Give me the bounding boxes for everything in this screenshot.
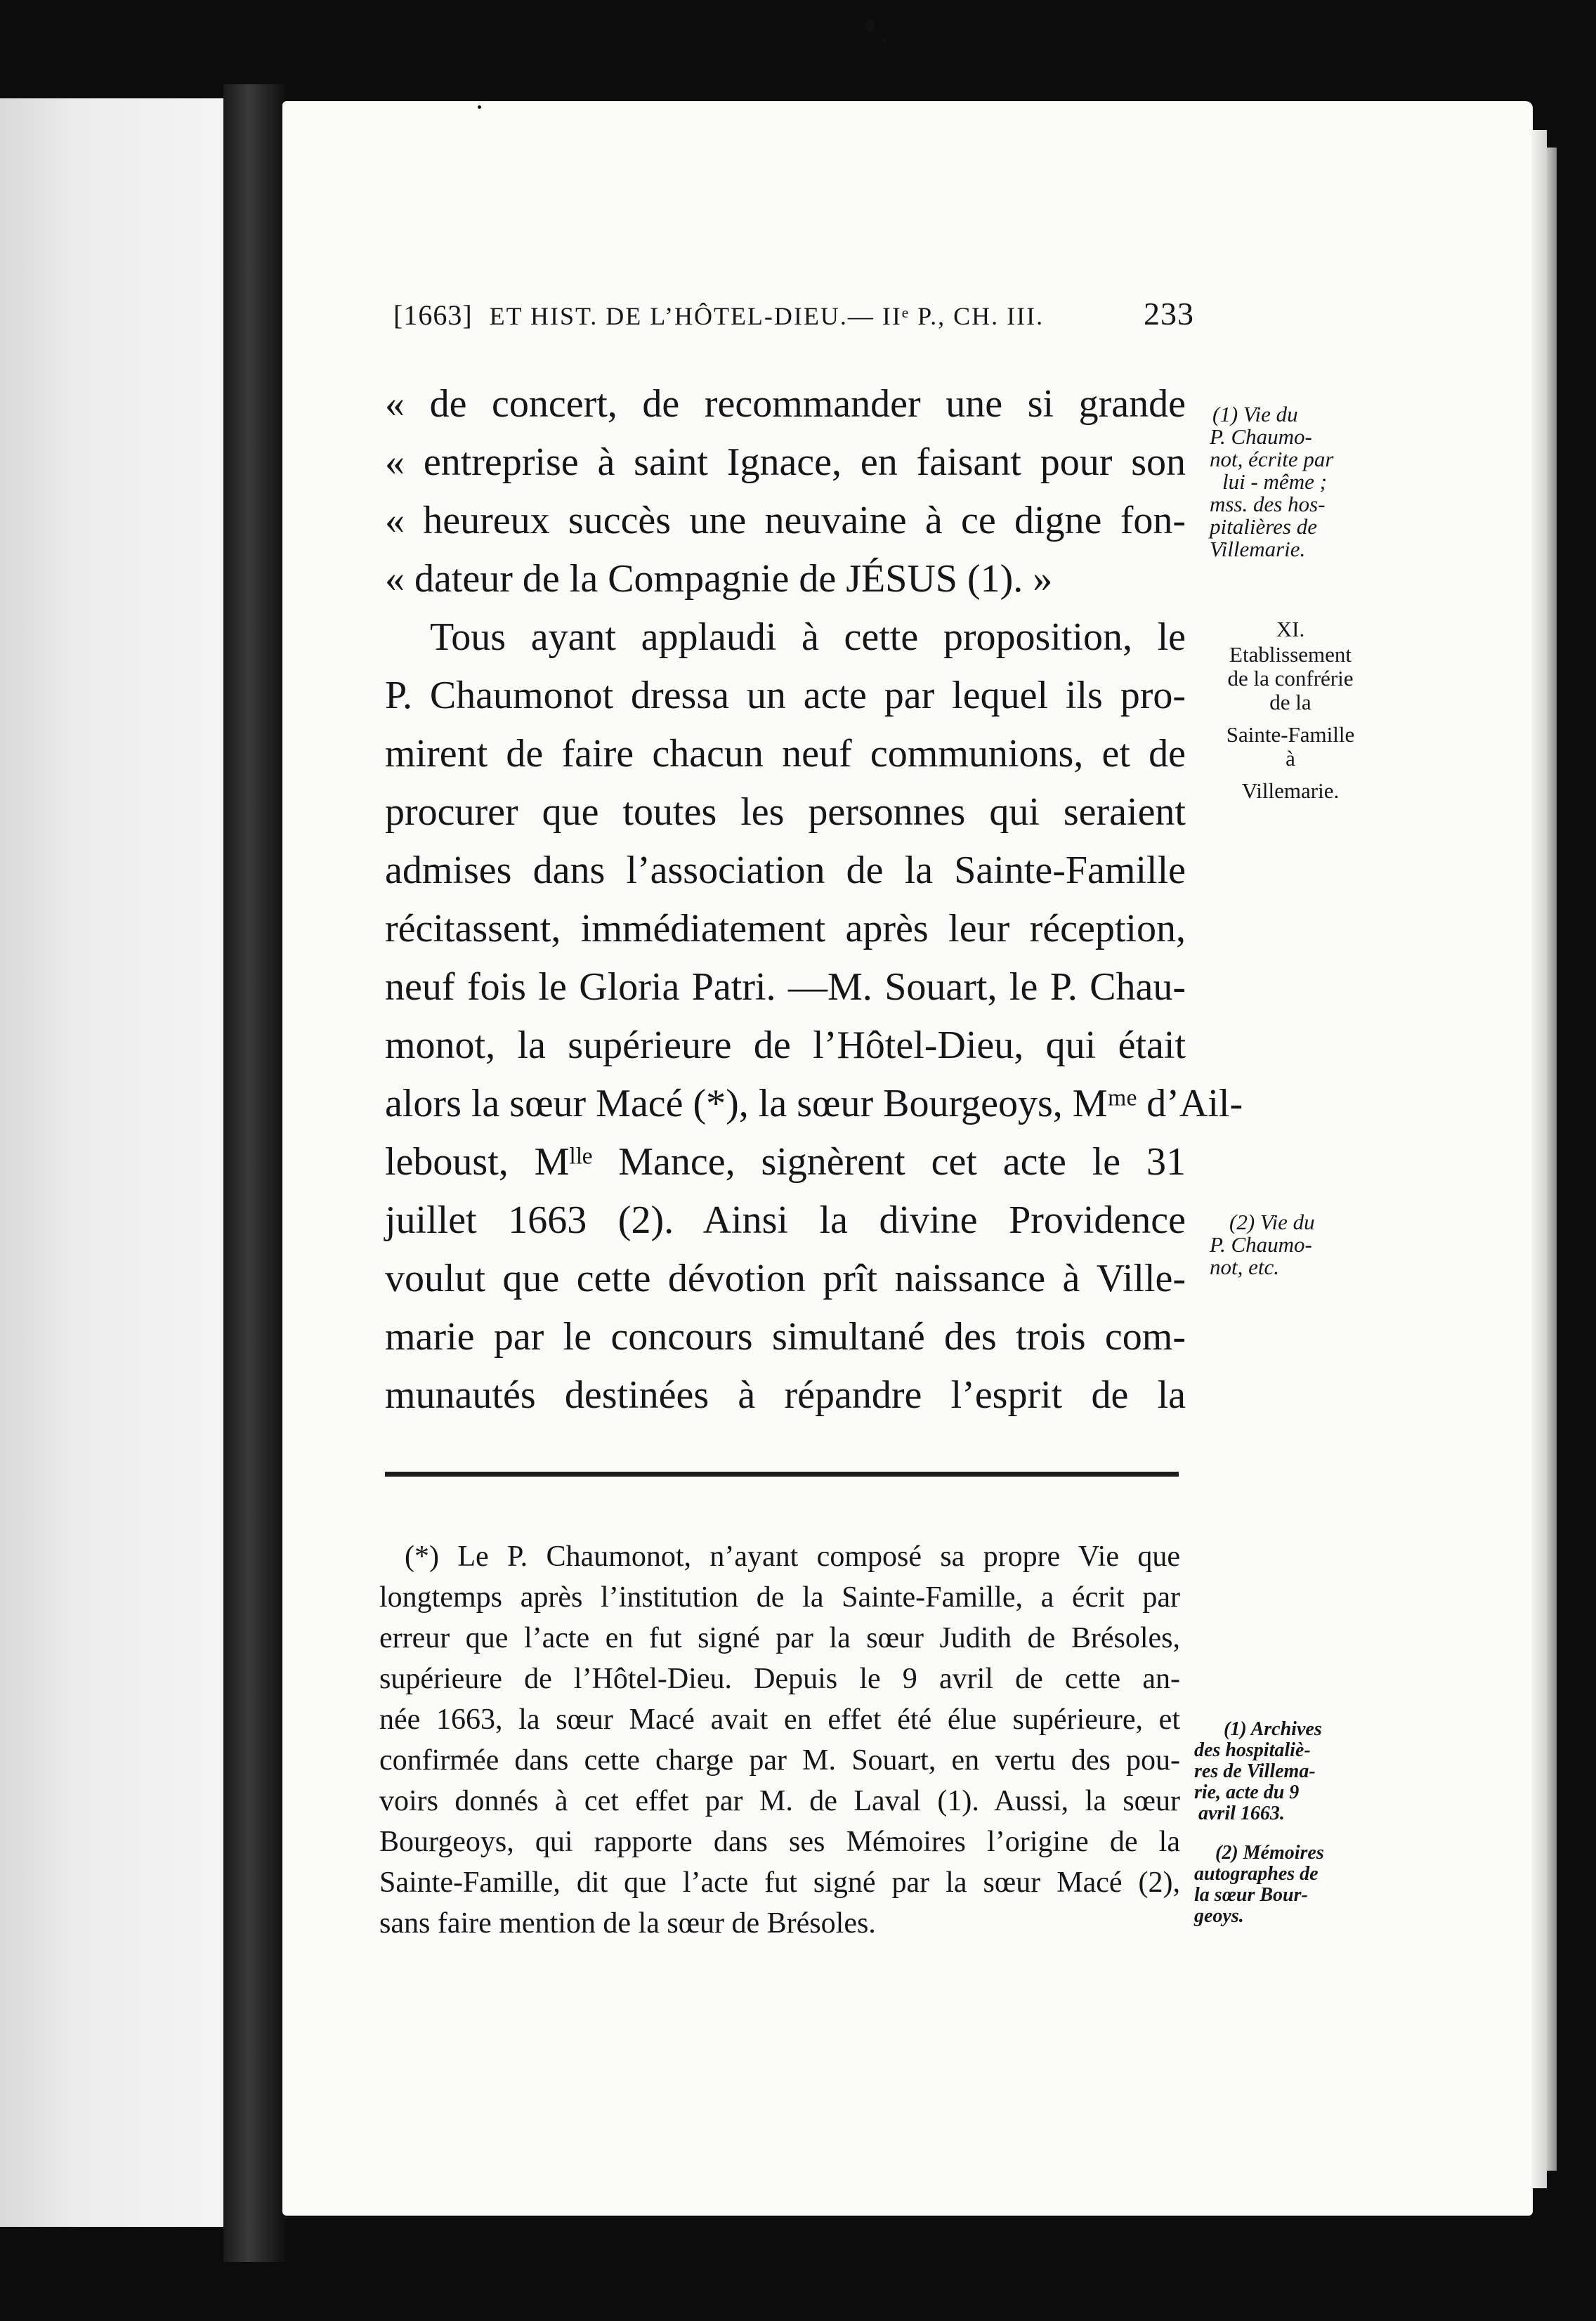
margin-note-line: pitalières de xyxy=(1210,514,1317,539)
body-line: monot, la supérieure de l’Hôtel-Dieu, qui était xyxy=(385,1024,1186,1067)
body-line: Tous ayant applaudi à cette proposition, le xyxy=(430,615,1186,659)
sidenote-line: autographes de xyxy=(1194,1863,1319,1885)
body-line: « heureux succès une neuvaine à ce digne fon- xyxy=(385,499,1186,542)
body-line: leboust, Mˡˡᵉ Mance, signèrent cet acte le 31 xyxy=(385,1140,1186,1184)
body-line: munautés destinées à répandre l’esprit de la xyxy=(385,1373,1186,1417)
margin-note-line: (2) Vie du xyxy=(1229,1210,1315,1234)
margin-note-line: not, écrite par xyxy=(1210,447,1334,471)
header-year: [1663] xyxy=(393,299,473,331)
margin-note-line: (1) Vie du xyxy=(1212,402,1298,426)
section-heading-line: de la xyxy=(1269,690,1312,714)
section-heading-line: Villemarie. xyxy=(1241,778,1340,803)
body-line: « dateur de la Compagnie de JÉSUS (1). » xyxy=(385,557,1053,601)
footnote-line: confirmée dans cette charge par M. Souart, en vertu des pou- xyxy=(379,1744,1180,1777)
footnote-line: (*) Le P. Chaumonot, n’ayant composé sa propre Vie que xyxy=(405,1541,1180,1573)
section-heading-line: Sainte-Famille xyxy=(1226,722,1355,747)
margin-note-line: Villemarie. xyxy=(1210,537,1306,561)
body-line: procurer que toutes les personnes qui seraient xyxy=(385,790,1186,834)
sidenote-line: rie, acte du 9 xyxy=(1194,1781,1300,1803)
running-header xyxy=(393,295,1194,337)
scan-speck xyxy=(882,38,887,42)
sidenote-line: (2) Mémoires xyxy=(1215,1842,1324,1864)
margin-note-line: P. Chaumo- xyxy=(1210,1232,1312,1257)
sidenote-line: geoys. xyxy=(1194,1905,1244,1927)
sidenote-line: avril 1663. xyxy=(1198,1803,1285,1824)
margin-note-line: lui - même ; xyxy=(1222,469,1327,494)
page-edge xyxy=(1531,130,1547,2188)
scan-speck xyxy=(478,105,481,109)
footnote-line: longtemps après l’institution de la Sainte-Famille, a écrit par xyxy=(379,1581,1180,1614)
section-heading-line: de la confrérie xyxy=(1227,666,1354,691)
footnote-line: supérieure de l’Hôtel-Dieu. Depuis le 9 avril de cette an- xyxy=(379,1663,1180,1695)
margin-note-line: not, etc. xyxy=(1210,1255,1279,1279)
body-line: « de concert, de recommander une si grande xyxy=(385,382,1186,426)
header-title: ET HIST. DE L’HÔTEL-DIEU.— IIᵉ P., CH. III. xyxy=(489,302,1045,330)
footnote-line: sans faire mention de la sœur de Brésoles. xyxy=(379,1907,876,1940)
facing-page-edge xyxy=(0,98,225,2227)
section-heading-line: à xyxy=(1286,746,1295,771)
scan-speck xyxy=(865,20,875,32)
footnote-line: erreur que l’acte en fut signé par la sœur Judith de Brésoles, xyxy=(379,1622,1180,1654)
body-line: marie par le concours simultané des trois com- xyxy=(385,1315,1186,1359)
body-line: P. Chaumonot dressa un acte par lequel ils pro- xyxy=(385,674,1186,717)
margin-note-line: P. Chaumo- xyxy=(1210,424,1312,449)
footnote-line: née 1663, la sœur Macé avait en effet été élue supérieure, et xyxy=(379,1704,1180,1736)
sidenote-line: (1) Archives xyxy=(1224,1718,1322,1740)
body-line: voulut que cette dévotion prît naissance à Ville- xyxy=(385,1257,1186,1300)
body-line: mirent de faire chacun neuf communions, et de xyxy=(385,732,1186,776)
sidenote-line: res de Villema- xyxy=(1194,1760,1316,1782)
body-line: admises dans l’association de la Sainte-Famille xyxy=(385,849,1186,892)
margin-note-line: mss. des hos- xyxy=(1210,492,1326,516)
body-line: récitassent, immédiatement après leur réception, xyxy=(385,907,1186,950)
section-number: XI. xyxy=(1276,617,1305,641)
sidenote-line: des hospitaliè- xyxy=(1194,1739,1311,1761)
footnote-line: voirs donnés à cet effet par M. de Laval (1). Aussi, la sœur xyxy=(379,1785,1180,1817)
book-gutter xyxy=(223,84,287,2262)
page-number: 233 xyxy=(1144,296,1194,332)
footnote-line: Sainte-Famille, dit que l’acte fut signé par la sœur Macé (2), xyxy=(379,1866,1180,1899)
body-line: neuf fois le Gloria Patri. —M. Souart, le P. Chau- xyxy=(385,965,1186,1009)
footnote-line: Bourgeoys, qui rapporte dans ses Mémoires l’origine de la xyxy=(379,1826,1180,1858)
page-stack-edge xyxy=(1547,148,1557,2171)
footnote-rule xyxy=(385,1472,1179,1477)
section-heading-line: Etablissement xyxy=(1229,642,1352,667)
sidenote-line: la sœur Bour- xyxy=(1194,1884,1308,1906)
body-line: juillet 1663 (2). Ainsi la divine Providence xyxy=(385,1198,1186,1242)
body-line: « entreprise à saint Ignace, en faisant pour son xyxy=(385,440,1186,484)
body-line: alors la sœur Macé (*), la sœur Bourgeoys, Mᵐᵉ d’Ail- xyxy=(385,1082,1243,1125)
